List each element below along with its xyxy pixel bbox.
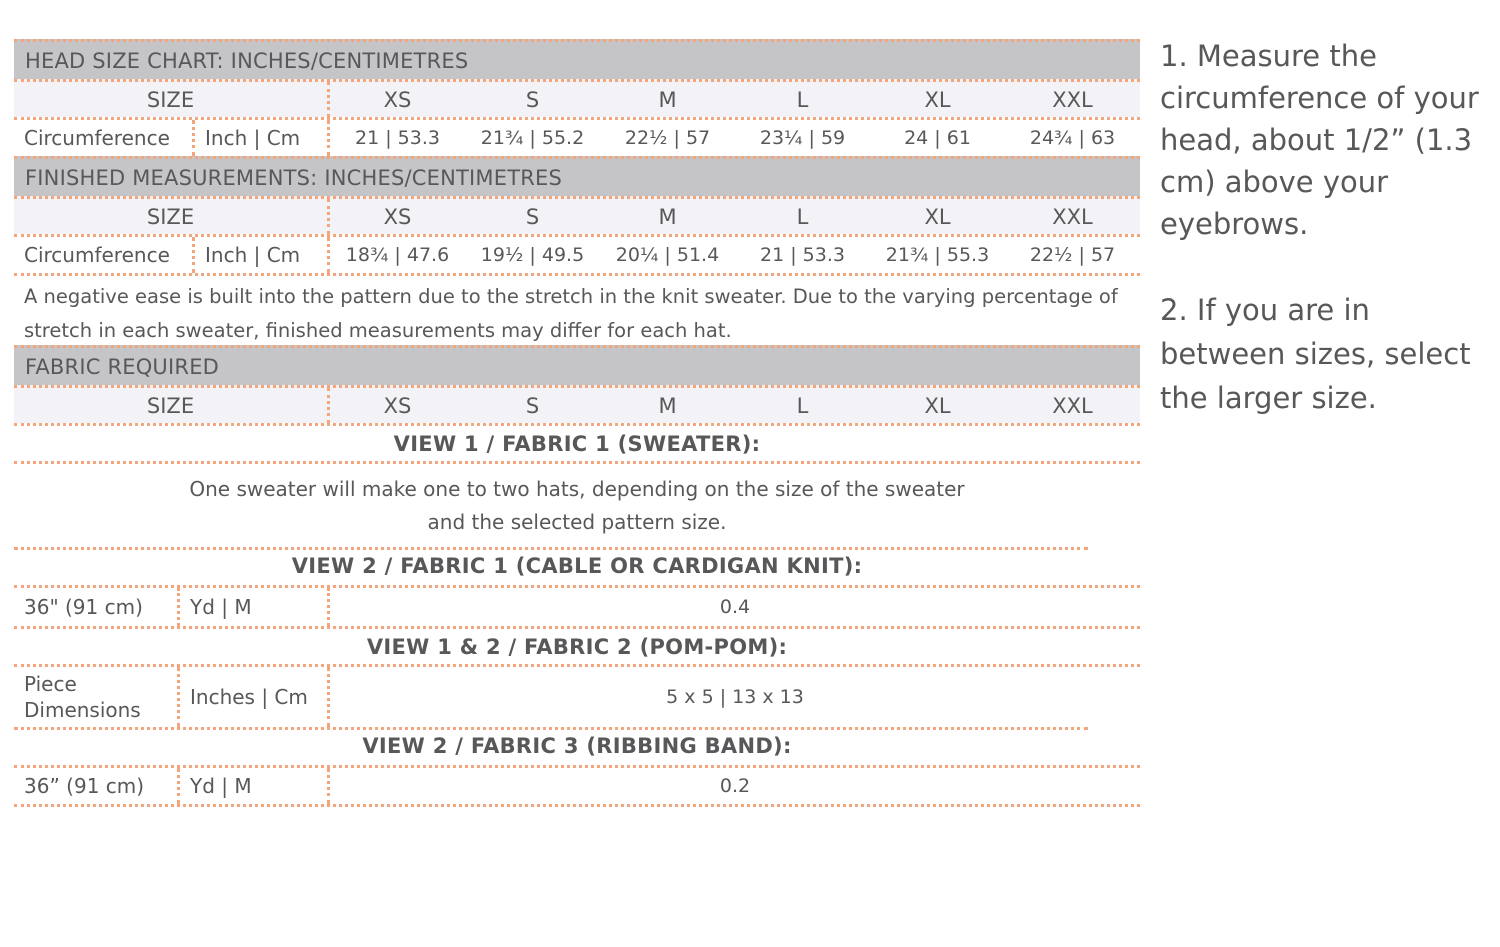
value-cell: 21¾ | 55.3 (885, 244, 990, 266)
size-xxl: XXL (1052, 393, 1093, 418)
pom-title: VIEW 1 & 2 / FABRIC 2 (POM-POM): (14, 626, 1140, 664)
size-xs: XS (383, 87, 412, 112)
size-label: SIZE (14, 199, 330, 234)
size-m: M (658, 393, 677, 418)
unit-label: Yd | M (180, 588, 330, 626)
value-cell: 19½ | 49.5 (480, 244, 585, 266)
description-line: One sweater will make one to two hats, depending on the size of the sweater (189, 476, 965, 501)
head-circumference-row (14, 117, 1140, 156)
value-cell: 21 | 53.3 (355, 127, 440, 149)
size-chart-table (14, 39, 1140, 807)
unit-label: Inch | Cm (195, 237, 330, 273)
size-row (14, 79, 1140, 117)
value-cell: 24¾ | 63 (1029, 127, 1116, 149)
value-cell: 22½ | 57 (1029, 244, 1116, 266)
value-cell: 20¼ | 51.4 (615, 244, 720, 266)
row-label-line: Dimensions (24, 698, 141, 722)
size-l: L (796, 393, 809, 418)
rib-title: VIEW 2 / FABRIC 3 (RIBBING BAND): (14, 727, 1140, 765)
section-title: FINISHED MEASUREMENTS: INCHES/CENTIMETRES (25, 165, 563, 190)
instruction-step-1: 1. Measure the circumference of your head, about 1/2” (1.3 cm) above your eyebrows. (1160, 39, 1479, 241)
row-label-line: Piece (24, 672, 77, 696)
size-xxl: XXL (1052, 204, 1093, 229)
unit-label: Yd | M (180, 768, 330, 804)
size-label: SIZE (14, 82, 330, 117)
value-cell: 21 | 53.3 (760, 244, 845, 266)
unit-label: Inches | Cm (180, 667, 330, 727)
value-cell: 0.2 (719, 775, 751, 797)
view2-row (14, 585, 1140, 626)
size-m: M (658, 87, 677, 112)
instruction-step-2: 2. If you are in between sizes, select the larger size. (1160, 293, 1471, 415)
value-cell: 18¾ | 47.6 (345, 244, 450, 266)
row-label: 36" (91 cm) (14, 588, 180, 626)
size-l: L (796, 204, 809, 229)
value-cell: 21¾ | 55.2 (480, 127, 585, 149)
size-row (14, 385, 1140, 423)
view2-title: VIEW 2 / FABRIC 1 (CABLE OR CARDIGAN KNIT): (14, 547, 1140, 585)
size-xs: XS (383, 204, 412, 229)
row-label: 36” (91 cm) (14, 768, 180, 804)
pom-row (14, 664, 1140, 727)
size-row (14, 196, 1140, 234)
row-label: Circumference (14, 120, 195, 156)
size-s: S (525, 87, 540, 112)
row-label: Circumference (14, 237, 195, 273)
value-cell: 5 x 5 | 13 x 13 (666, 686, 804, 708)
section-header-head-size (14, 39, 1140, 79)
size-label: SIZE (14, 388, 330, 423)
value-cell: 0.4 (719, 596, 751, 618)
section-title: HEAD SIZE CHART: INCHES/CENTIMETRES (25, 48, 469, 73)
unit-label: Inch | Cm (195, 120, 330, 156)
size-xl: XL (924, 393, 951, 418)
value-cell: 22½ | 57 (624, 127, 711, 149)
size-s: S (525, 204, 540, 229)
size-xl: XL (924, 204, 951, 229)
value-cell: 23¼ | 59 (759, 127, 846, 149)
finished-circumference-row (14, 234, 1140, 273)
size-xl: XL (924, 87, 951, 112)
ease-note: A negative ease is built into the pattern due to the stretch in the knit sweater. Due to the varying percentage of stretch in each sweater, finished measurements may differ for each hat. (14, 273, 1140, 345)
description-line: and the selected pattern size. (427, 509, 727, 534)
size-l: L (796, 87, 809, 112)
view1-title: VIEW 1 / FABRIC 1 (SWEATER): (14, 423, 1140, 461)
value-cell: 24 | 61 (904, 127, 971, 149)
size-xs: XS (383, 393, 412, 418)
size-s: S (525, 393, 540, 418)
row-label (14, 667, 180, 727)
section-header-fabric (14, 345, 1140, 385)
rib-row (14, 765, 1140, 807)
section-title: FABRIC REQUIRED (25, 354, 220, 379)
view1-description (14, 461, 1140, 547)
section-header-finished (14, 156, 1140, 196)
size-m: M (658, 204, 677, 229)
size-xxl: XXL (1052, 87, 1093, 112)
